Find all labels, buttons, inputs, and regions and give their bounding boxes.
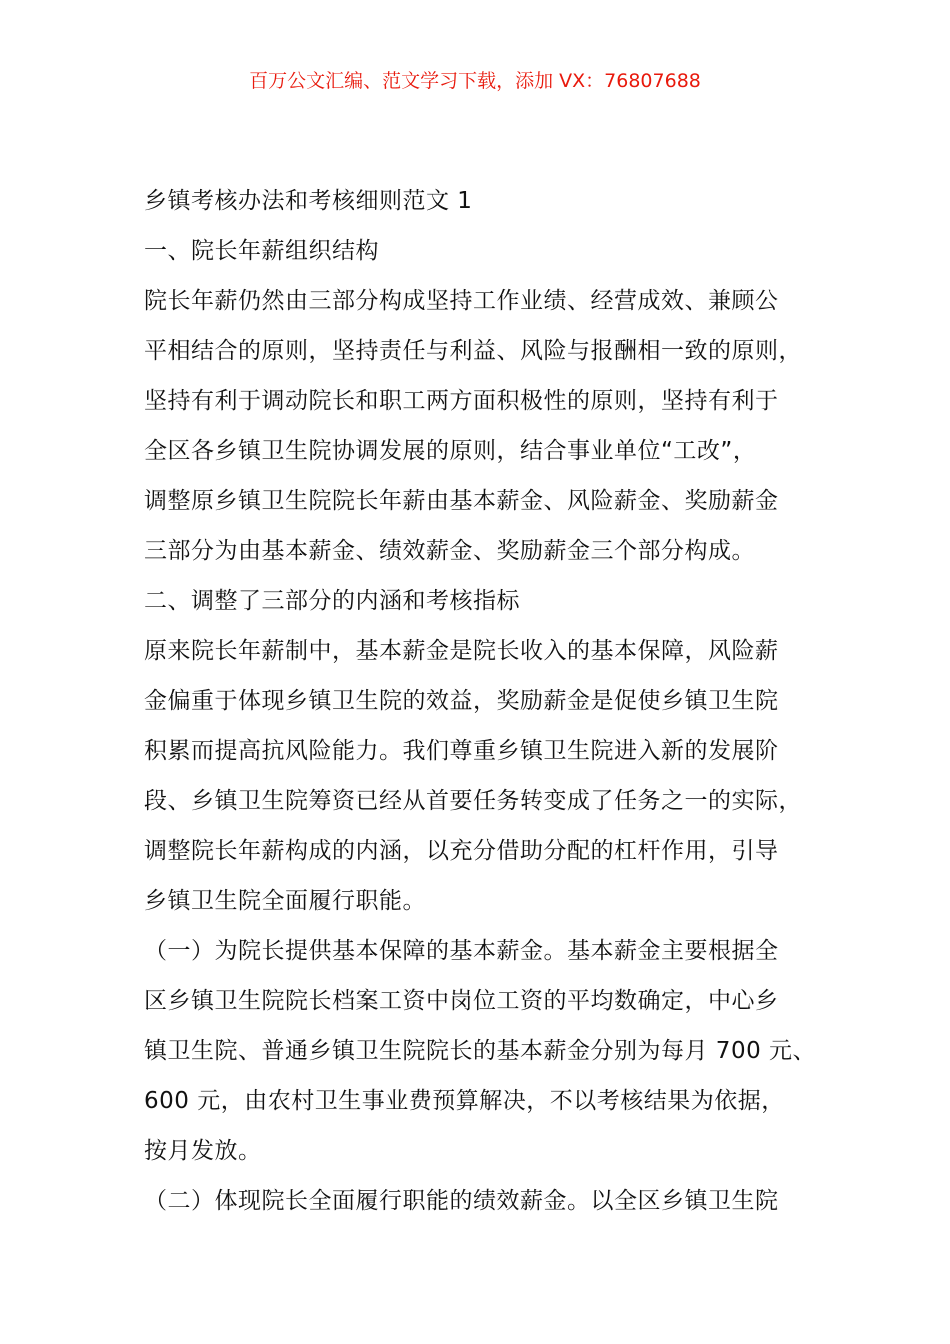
paragraph-line: （一）为院长提供基本保障的基本薪金。基本薪金主要根据全 (144, 938, 779, 964)
paragraph-line: 全区各乡镇卫生院协调发展的原则，结合事业单位“工改”， (144, 438, 757, 464)
section-heading: 二、调整了三部分的内涵和考核指标 (144, 588, 520, 614)
paragraph-line: 镇卫生院、普通乡镇卫生院院长的基本薪金分别为每月 700 元、 (144, 1038, 817, 1064)
paragraph-line: （二）体现院长全面履行职能的绩效薪金。以全区乡镇卫生院 (144, 1188, 779, 1214)
section-heading: 一、院长年薪组织结构 (144, 238, 379, 264)
paragraph-line: 积累而提高抗风险能力。我们尊重乡镇卫生院进入新的发展阶 (144, 738, 779, 764)
paragraph-line: 区乡镇卫生院院长档案工资中岗位工资的平均数确定，中心乡 (144, 988, 779, 1014)
paragraph-line: 段、乡镇卫生院筹资已经从首要任务转变成了任务之一的实际， (144, 788, 802, 814)
header-banner: 百万公文汇编、范文学习下载，添加 VX：76807688 (249, 70, 701, 92)
paragraph-line: 院长年薪仍然由三部分构成坚持工作业绩、经营成效、兼顾公 (144, 288, 779, 314)
document-body (144, 176, 844, 1226)
paragraph-line: 按月发放。 (144, 1138, 262, 1164)
document-title: 乡镇考核办法和考核细则范文 1 (144, 188, 473, 214)
paragraph-line: 600 元，由农村卫生事业费预算解决，不以考核结果为依据， (144, 1088, 785, 1114)
paragraph-line: 坚持有利于调动院长和职工两方面积极性的原则，坚持有利于 (144, 388, 779, 414)
paragraph-line: 三部分为由基本薪金、绩效薪金、奖励薪金三个部分构成。 (144, 538, 755, 564)
paragraph-line: 乡镇卫生院全面履行职能。 (144, 888, 426, 914)
paragraph-line: 金偏重于体现乡镇卫生院的效益，奖励薪金是促使乡镇卫生院 (144, 688, 779, 714)
paragraph-line: 调整院长年薪构成的内涵，以充分借助分配的杠杆作用，引导 (144, 838, 779, 864)
paragraph-line: 原来院长年薪制中，基本薪金是院长收入的基本保障，风险薪 (144, 638, 779, 664)
paragraph-line: 平相结合的原则，坚持责任与利益、风险与报酬相一致的原则， (144, 338, 802, 364)
paragraph-line: 调整原乡镇卫生院院长年薪由基本薪金、风险薪金、奖励薪金 (144, 488, 779, 514)
